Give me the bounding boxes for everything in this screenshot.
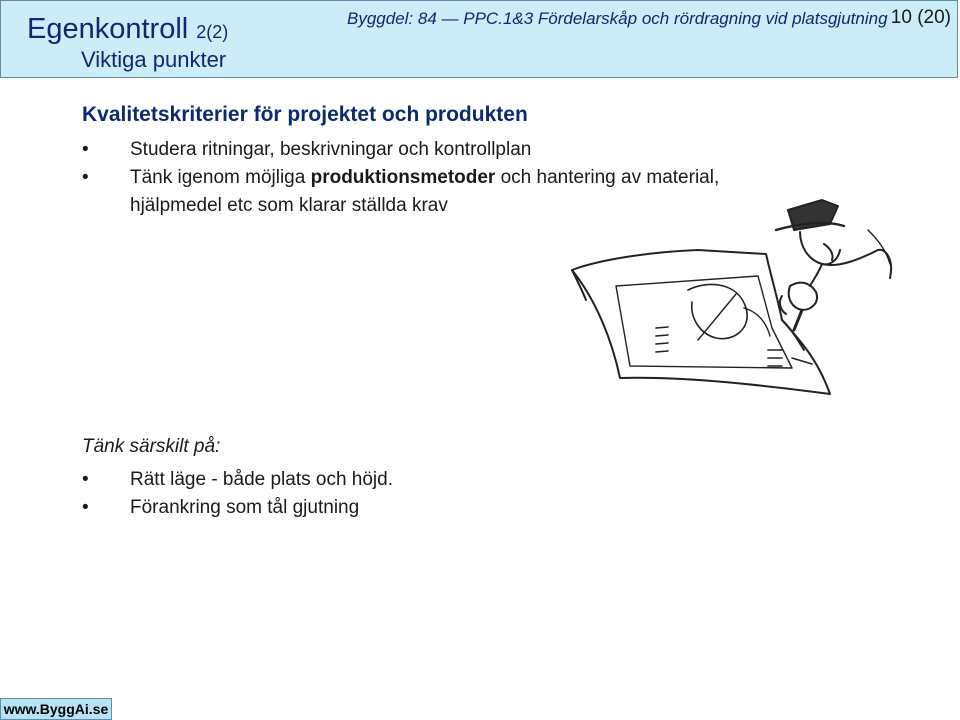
slide-title-text: Egenkontroll [27,13,189,45]
section2-heading: Tänk särskilt på: [82,436,221,457]
list-item [82,466,393,494]
bullet-icon: • [82,469,89,490]
slide-title-suffix: 2(2) [196,22,229,42]
list-item-text: Förankring som tål gjutning [130,497,360,518]
list-item-text-prefix: Tänk igenom möjliga [130,167,311,188]
slide-subtitle: Viktiga punkter [81,47,227,72]
list-item [82,136,719,164]
slide-title [27,13,228,46]
footer-site-link[interactable]: www.ByggAi.se [0,698,112,720]
list-item-text: Studera ritningar, beskrivningar och kontrollplan [130,139,532,160]
section-heading: Kvalitetskriterier för projektet och produkten [82,103,528,126]
list-item-continuation: hjälpmedel etc som klarar ställda krav [130,195,448,216]
list-item-text-suffix: och hantering av material, [495,167,720,188]
bullet-icon: • [82,139,89,160]
attention-list [82,466,393,522]
slide-header [0,0,958,78]
list-item-text: Rätt läge - både plats och höjd. [130,469,394,490]
list-item [82,494,393,522]
course-line: Byggdel: 84 — PPC.1&3 Fördelarskåp och rördragning vid platsgjutning [347,9,888,28]
bullet-icon: • [82,167,89,188]
list-item-emphasis: produktionsmetoder [310,167,496,188]
bullet-icon: • [82,497,89,518]
page-number: 10 (20) [890,7,951,28]
inspector-with-drawing-icon [568,190,898,406]
